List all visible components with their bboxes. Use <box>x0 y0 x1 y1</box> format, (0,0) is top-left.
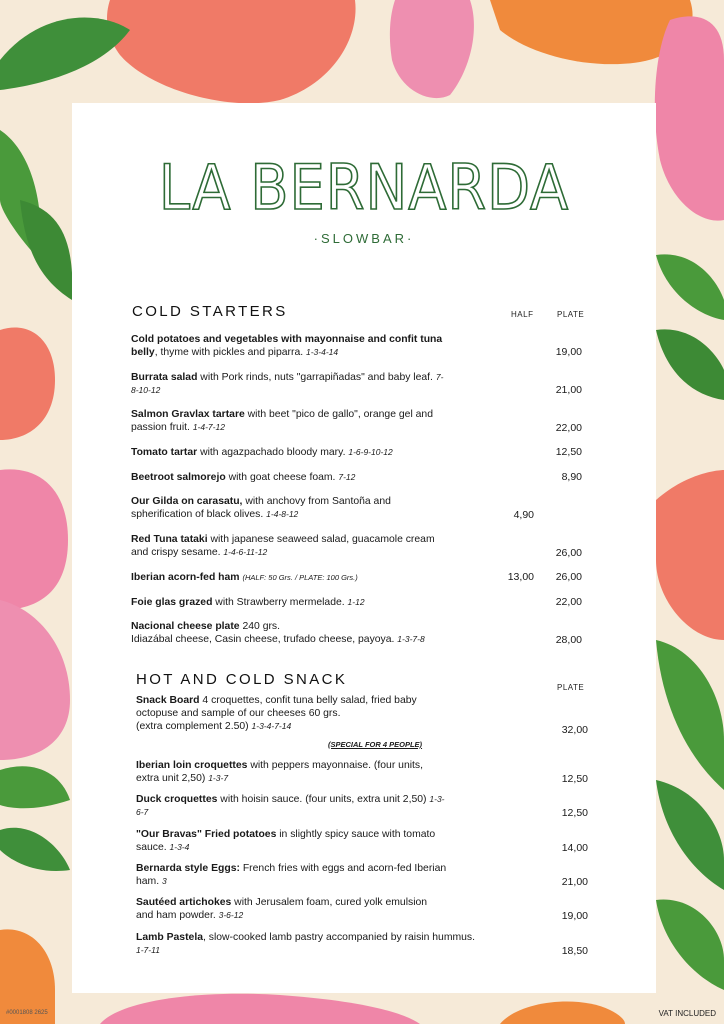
item-description-2: Idiazábal cheese, Casin cheese, trufado cheese, payoya. <box>131 634 395 645</box>
cold-starter-item <box>131 446 451 459</box>
plate-price: 18,50 <box>561 945 588 957</box>
menu-card <box>72 103 656 993</box>
item-name: Iberian loin croquettes <box>136 760 248 771</box>
item-name: Foie glas grazed <box>131 597 213 608</box>
leaf-left-3 <box>0 766 70 808</box>
leaf-top-left <box>0 18 130 90</box>
allergen-codes: 1-3-4-14 <box>306 347 339 357</box>
special-note: (SPECIAL FOR 4 PEOPLE) <box>328 740 423 749</box>
item-description: with beet "pico de gallo", orange gel and passion fruit. <box>131 409 433 433</box>
item-description: 240 grs. <box>239 621 281 632</box>
cold-starter-item <box>131 371 446 397</box>
pink-blob-right <box>655 16 724 220</box>
cold-starter-item <box>131 471 451 484</box>
plate-price: 21,00 <box>561 876 588 888</box>
allergen-codes: 1-3-4-7-14 <box>251 721 292 731</box>
item-name: Snack Board <box>136 695 200 706</box>
pink-left-2 <box>0 600 70 760</box>
item-name: Beetroot salmorejo <box>131 472 226 483</box>
plate-price: 26,00 <box>555 571 582 583</box>
snack-item <box>136 828 451 854</box>
coral-right <box>656 470 724 640</box>
item-description: with goat cheese foam. <box>225 472 336 483</box>
item-name: Burrata salad <box>131 372 198 383</box>
item-name: Nacional cheese plate <box>131 621 240 632</box>
column-header-half: HALF <box>511 310 534 319</box>
snack-item <box>136 931 481 957</box>
cold-starter-item <box>131 620 451 646</box>
item-name: Lamb Pastela <box>136 932 203 943</box>
half-price: 13,00 <box>507 571 534 583</box>
plate-price: 8,90 <box>561 471 582 483</box>
leaf-right-5 <box>656 900 724 990</box>
allergen-codes: 3-6-12 <box>218 910 244 920</box>
allergen-codes: 1-6-9-10-12 <box>348 447 393 457</box>
item-description: with Strawberry mermelade. <box>212 597 345 608</box>
half-price: 4,90 <box>513 509 534 521</box>
plate-price: 32,00 <box>561 724 588 736</box>
item-name: "Our Bravas" Fried potatoes <box>136 829 277 840</box>
item-name: Our Gilda on carasatu, <box>131 496 243 507</box>
allergen-codes: 3 <box>162 876 167 886</box>
item-description: , thyme with pickles and piparra. <box>154 347 304 358</box>
item-description: with anchovy from Santoña and spherification of black olives. <box>131 496 391 520</box>
plate-price: 26,00 <box>555 547 582 559</box>
item-description: , slow-cooked lamb pastry accompanied by raisin hummus. <box>203 932 476 943</box>
allergen-codes: 1-3-7 <box>208 773 229 783</box>
plate-price: 14,00 <box>561 842 588 854</box>
item-description: with japanese seaweed salad, guacamole cream and crispy sesame. <box>131 534 435 558</box>
leaf-right-3 <box>656 640 724 790</box>
leaf-left-2 <box>20 200 72 300</box>
footer-id: #0001808 2625 <box>6 1010 48 1016</box>
plate-price: 12,50 <box>561 773 588 785</box>
item-name: Iberian acorn-fed ham <box>131 572 240 583</box>
allergen-codes: 1-4-8-12 <box>266 509 299 519</box>
allergen-codes: 1-3-4 <box>169 842 190 852</box>
cold-starter-item <box>131 495 451 521</box>
pink-bottom <box>100 994 420 1024</box>
coral-blob <box>107 0 356 103</box>
restaurant-subtitle: ·SLOWBAR· <box>313 231 415 246</box>
plate-price: 28,00 <box>555 634 582 646</box>
leaf-right-1 <box>656 254 724 320</box>
allergen-codes: 7-8-10-12 <box>131 372 444 395</box>
allergen-codes: 1-3-6-7 <box>136 794 445 817</box>
item-name: Salmon Gravlax tartare <box>131 409 245 420</box>
item-name: Red Tuna tataki <box>131 534 208 545</box>
allergen-codes: 1-7-11 <box>136 945 160 955</box>
plate-price: 19,00 <box>561 910 588 922</box>
allergen-codes: 1-4-6-11-12 <box>223 547 268 557</box>
cold-starter-item <box>131 408 451 434</box>
leaf-left-4 <box>0 828 70 871</box>
snack-item <box>136 896 436 922</box>
item-name: Sautéed artichokes <box>136 897 232 908</box>
item-note: (HALF: 50 Grs. / PLATE: 100 Grs.) <box>242 573 358 582</box>
item-name: Tomato tartar <box>131 447 198 458</box>
cold-starter-item <box>131 571 471 584</box>
item-description: with hoisin sauce. (four units, extra unit 2,50) <box>217 794 427 805</box>
plate-price: 22,00 <box>555 596 582 608</box>
item-description: in slightly spicy sauce with tomato sauce. <box>136 829 436 853</box>
plate-price: 12,50 <box>561 807 588 819</box>
coral-left <box>0 327 55 440</box>
item-description: French fries with eggs and acorn-fed Iberian ham. <box>136 863 447 887</box>
leaf-right-4 <box>656 780 724 890</box>
vat-note: VAT INCLUDED <box>658 1009 716 1018</box>
item-name: Duck croquettes <box>136 794 218 805</box>
snack-item <box>136 862 451 888</box>
pink-left <box>0 469 68 610</box>
item-description-2: (extra complement 2.50) <box>136 721 249 732</box>
plate-price: 12,50 <box>555 446 582 458</box>
item-description: with Jerusalem foam, cured yolk emulsion and ham powder. <box>136 897 428 921</box>
item-name: Cold potatoes and vegetables with mayonnaise and confit tuna belly <box>131 334 443 358</box>
orange-bottom <box>500 1002 625 1024</box>
pink-blob <box>390 0 474 98</box>
column-header-snack-plate: PLATE <box>557 683 585 692</box>
allergen-codes: 1-3-7-8 <box>397 634 425 644</box>
snack-item <box>136 694 441 733</box>
allergen-codes: 7-12 <box>338 472 356 482</box>
leaf-right-2 <box>656 329 724 400</box>
plate-price: 19,00 <box>555 346 582 358</box>
snack-item <box>136 793 446 819</box>
cold-starter-item <box>131 333 451 359</box>
plate-price: 22,00 <box>555 422 582 434</box>
item-description: with agazpachado bloody mary. <box>197 447 346 458</box>
cold-starter-item <box>131 596 451 609</box>
snack-item <box>136 759 426 785</box>
plate-price: 21,00 <box>555 384 582 396</box>
allergen-codes: 1-12 <box>347 597 365 607</box>
item-description: with Pork rinds, nuts "garrapiñadas" and baby leaf. <box>197 372 433 383</box>
item-description: with peppers mayonnaise. (four units, extra unit 2,50) <box>136 760 424 784</box>
column-header-plate: PLATE <box>557 310 585 319</box>
item-description: 4 croquettes, confit tuna belly salad, fried baby octopuse and sample of our cheeses 60 grs. <box>136 695 417 719</box>
restaurant-title: LA BERNARDA <box>158 151 570 224</box>
item-name: Bernarda style Eggs: <box>136 863 240 874</box>
allergen-codes: 1-4-7-12 <box>192 422 225 432</box>
section-title-cold-starters: COLD STARTERS <box>132 303 288 320</box>
section-title-snacks: HOT AND COLD SNACK <box>136 671 348 688</box>
cold-starter-item <box>131 533 451 559</box>
